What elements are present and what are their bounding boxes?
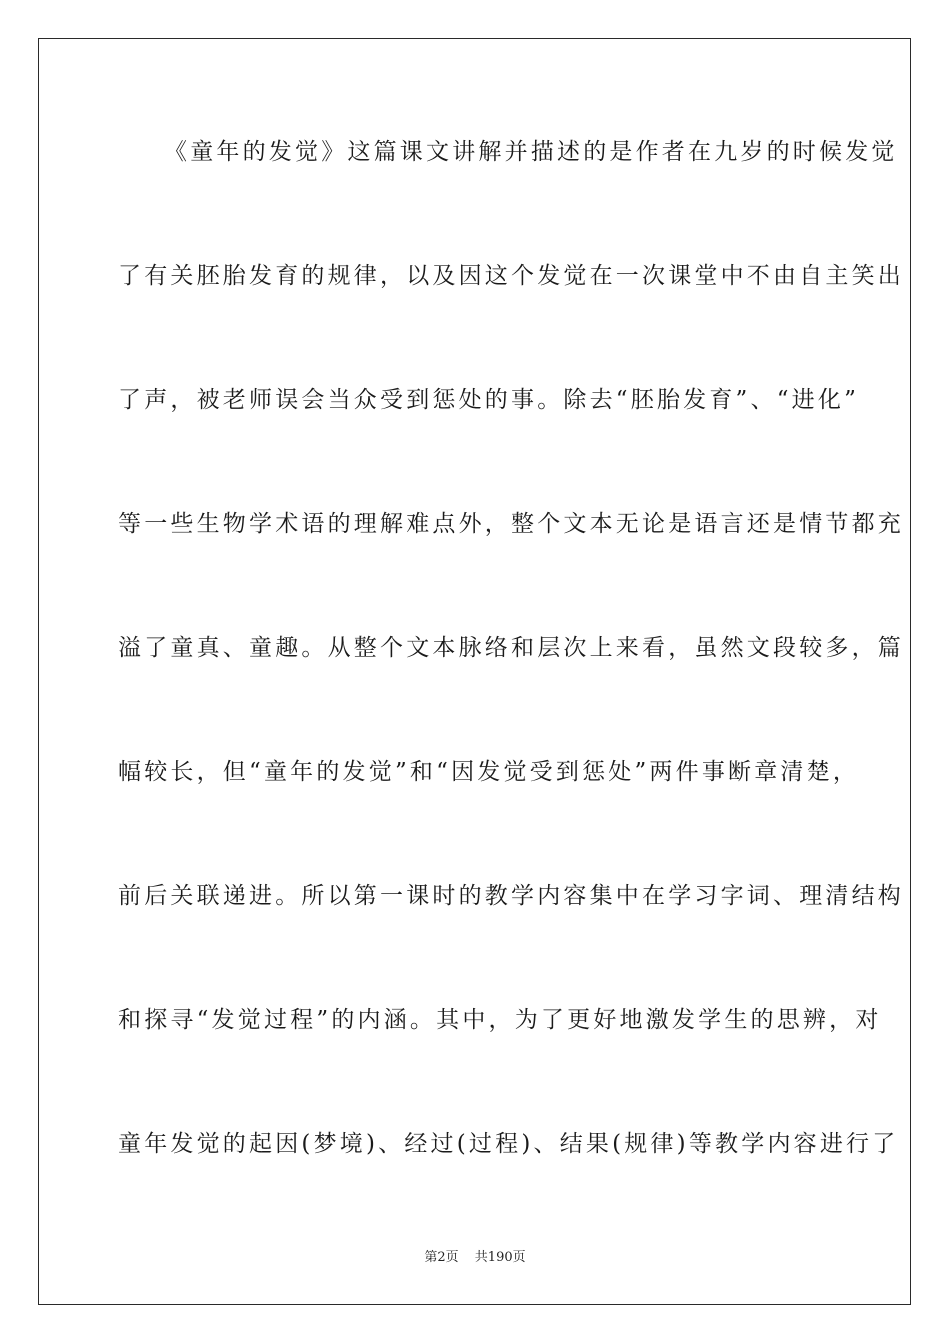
- text-line: 幅较长，但“童年的发觉”和“因发觉受到惩处”两件事断章清楚，: [118, 759, 860, 785]
- page-footer: [0, 1246, 950, 1265]
- text-line: 童年发觉的起因(梦境)、经过(过程)、结果(规律)等教学内容进行了: [118, 1131, 899, 1157]
- text-line: 了声，被老师误会当众受到惩处的事。除去“胚胎发育”、“进化”: [118, 387, 860, 413]
- text-line: 《童年的发觉》这篇课文讲解并描述的是作者在九岁的时候发觉: [164, 139, 898, 165]
- page-number: 第2页: [424, 1250, 459, 1265]
- text-line: 前后关联递进。所以第一课时的教学内容集中在学习字词、理清结构: [118, 883, 904, 909]
- text-line: 等一些生物学术语的理解难点外，整个文本无论是语言还是情节都充: [118, 511, 904, 537]
- text-line: 和探寻“发觉过程”的内涵。其中，为了更好地激发学生的思辨，对: [118, 1007, 882, 1033]
- text-line: 了有关胚胎发育的规律，以及因这个发觉在一次课堂中不由自主笑出: [118, 263, 904, 289]
- text-line: 溢了童真、童趣。从整个文本脉络和层次上来看，虽然文段较多，篇: [118, 635, 904, 661]
- body-paragraph: [118, 127, 904, 1243]
- page-total: 共190页: [474, 1250, 526, 1265]
